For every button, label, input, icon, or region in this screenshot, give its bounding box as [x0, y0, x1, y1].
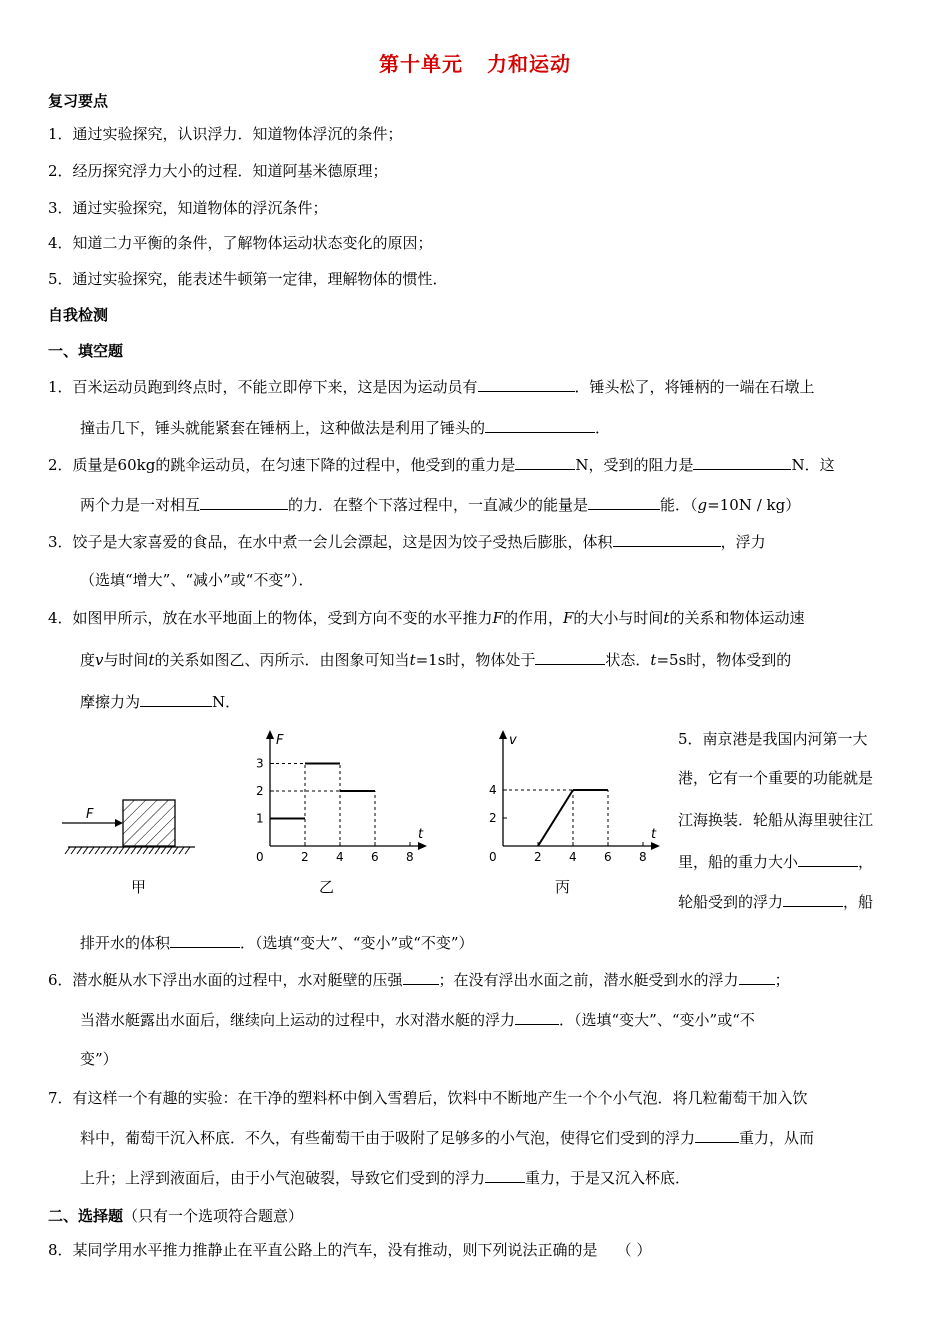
- x-tick-label: 0: [256, 850, 264, 863]
- ground-tick: [119, 847, 124, 854]
- ground-tick: [89, 847, 94, 854]
- q5-line3: 江海换装．轮船从海里驶往江: [678, 811, 874, 829]
- q3-line1: 3．饺子是大家喜爱的食品，在水中煮一会儿会漂起，这是因为饺子受热后膨胀，体积 ，浮力: [48, 533, 766, 551]
- x-tick-label: 8: [406, 850, 414, 863]
- review-item: 4．知道二力平衡的条件，了解物体运动状态变化的原因；: [48, 234, 433, 252]
- q5-line1: 5．南京港是我国内河第一大: [678, 730, 868, 748]
- ground-tick: [83, 847, 88, 854]
- answer-blank[interactable]: [695, 1127, 739, 1143]
- force-arrowhead: [115, 819, 123, 827]
- q7-line3: 上升；上浮到液面后，由于小气泡破裂，导致它们受到的浮力 重力，于是又沉入杯底．: [80, 1169, 691, 1187]
- y-tick-label: 3: [256, 756, 264, 771]
- q6-line3: 变”）: [80, 1050, 118, 1068]
- review-heading: 复习要点: [48, 92, 109, 110]
- ground-tick: [167, 847, 172, 854]
- section1-heading: 一、填空题: [48, 342, 124, 360]
- answer-paren[interactable]: （ ）: [616, 1241, 652, 1259]
- answer-blank[interactable]: [403, 969, 439, 985]
- x-tick-label: 6: [371, 850, 379, 863]
- answer-blank[interactable]: [140, 691, 212, 707]
- ground-tick: [65, 847, 70, 854]
- chart-yi: [245, 728, 445, 863]
- ground-tick: [125, 847, 130, 854]
- q4-line1: 4．如图甲所示，放在水平地面上的物体，受到方向不变的水平推力F的作用，F的大小与时间t的关系和物体运动速: [48, 609, 805, 627]
- ground-tick: [143, 847, 148, 854]
- x-axis-label: t: [418, 827, 424, 842]
- section2-heading: 二、选择题（只有一个选项符合题意）: [48, 1207, 304, 1225]
- q5-line5: 轮船受到的浮力 ，船: [678, 893, 874, 911]
- x-tick-label: 2: [534, 850, 542, 863]
- answer-blank[interactable]: [739, 969, 775, 985]
- answer-blank[interactable]: [515, 1009, 559, 1025]
- answer-blank[interactable]: [798, 851, 858, 867]
- ground-tick: [185, 847, 190, 854]
- page-title: 第十单元 力和运动: [379, 52, 571, 76]
- force-label: F: [86, 807, 94, 822]
- ground-tick: [71, 847, 76, 854]
- review-item: 2．经历探究浮力大小的过程．知道阿基米德原理；: [48, 162, 388, 180]
- answer-blank[interactable]: [783, 891, 843, 907]
- x-tick-label: 2: [301, 850, 309, 863]
- answer-blank[interactable]: [693, 454, 791, 470]
- x-axis-arrow: [418, 842, 427, 850]
- ground-tick: [137, 847, 142, 854]
- ground-tick: [95, 847, 100, 854]
- review-item: 1．通过实验探究，认识浮力．知道物体浮沉的条件；: [48, 125, 403, 143]
- x-tick-label: 8: [639, 850, 647, 863]
- answer-blank[interactable]: [515, 454, 575, 470]
- answer-blank[interactable]: [478, 376, 575, 392]
- ground-tick: [131, 847, 136, 854]
- ground-tick: [107, 847, 112, 854]
- y-axis-label: v: [509, 733, 517, 748]
- q6-line2: 当潜水艇露出水面后，继续向上运动的过程中，水对潜水艇的浮力 ．（选填“变大”、“变小”或“不: [80, 1011, 755, 1029]
- q5-line6: 排开水的体积 ．（选填“变大”、“变小”或“不变”）: [80, 934, 474, 952]
- q7-line2: 料中，葡萄干沉入杯底．不久，有些葡萄干由于吸附了足够多的小气泡，使得它们受到的浮力 重力，从而: [80, 1129, 815, 1147]
- caption-bing: 丙: [555, 878, 571, 896]
- answer-blank[interactable]: [613, 531, 721, 547]
- answer-blank[interactable]: [200, 494, 288, 510]
- ground-tick: [155, 847, 160, 854]
- answer-blank[interactable]: [535, 649, 605, 665]
- caption-yi: 乙: [319, 878, 335, 896]
- x-axis-label: t: [651, 827, 657, 842]
- ground-tick: [113, 847, 118, 854]
- review-item: 5．通过实验探究，能表述牛顿第一定律，理解物体的惯性．: [48, 270, 448, 288]
- q2-line2: 两个力是一对相互 的力．在整个下落过程中，一直减少的能量是 能．（g=10N / kg）: [80, 496, 801, 514]
- x-tick-label: 0: [489, 850, 497, 863]
- x-tick-label: 4: [336, 850, 344, 863]
- answer-blank[interactable]: [588, 494, 660, 510]
- y-tick-label: 2: [489, 811, 497, 825]
- ground-hatch: [65, 847, 190, 854]
- answer-blank[interactable]: [170, 932, 240, 948]
- q4-line3: 摩擦力为 N．: [80, 693, 241, 711]
- q2-line1: 2．质量是60kg的跳伞运动员，在匀速下降的过程中，他受到的重力是 N，受到的阻力是 N．这: [48, 456, 835, 474]
- q4-line2: 度v与时间t的关系如图乙、丙所示．由图象可知当t=1s时，物体处于 状态．t=5s时，物体受到的: [80, 651, 792, 669]
- y-tick-label: 1: [256, 811, 264, 826]
- q3-line2: （选填“增大”、“减小”或“不变”）．: [80, 571, 314, 589]
- q5-line4: 里，船的重力大小 ，: [678, 853, 874, 871]
- q1-line1: 1．百米运动员跑到终点时，不能立即停下来，这是因为运动员有 ．锤头松了，将锤柄的一端在石墩上: [48, 378, 815, 396]
- ground-tick: [77, 847, 82, 854]
- y-axis-label: F: [276, 733, 284, 748]
- x-tick-label: 6: [604, 850, 612, 863]
- caption-jia: 甲: [131, 878, 147, 896]
- y-tick-label: 4: [489, 783, 497, 797]
- q7-line1: 7．有这样一个有趣的实验：在干净的塑料杯中倒入雪碧后，饮料中不断地产生一个个小气泡．将几粒葡萄干加入饮: [48, 1089, 808, 1107]
- ground-tick: [161, 847, 166, 854]
- q5-line2: 港，它有一个重要的功能就是: [678, 769, 874, 787]
- answer-blank[interactable]: [485, 1167, 525, 1183]
- y-axis-arrow: [499, 730, 507, 739]
- ground-tick: [179, 847, 184, 854]
- ground-tick: [149, 847, 154, 854]
- x-tick-label: 4: [569, 850, 577, 863]
- q1-line2: 撞击几下，锤头就能紧套在锤柄上，这种做法是利用了锤头的 ．: [80, 419, 611, 437]
- figure-jia: [60, 795, 200, 860]
- q6-line1: 6．潜水艇从水下浮出水面的过程中，水对艇壁的压强 ；在没有浮出水面之前，潜水艇受到水的浮力 ；: [48, 971, 790, 989]
- y-axis-arrow: [266, 730, 274, 739]
- chart-bing: [478, 728, 678, 863]
- answer-blank[interactable]: [485, 417, 595, 433]
- ground-tick: [101, 847, 106, 854]
- x-axis-arrow: [651, 842, 660, 850]
- y-tick-label: 2: [256, 784, 264, 798]
- review-item: 3．通过实验探究，知道物体的浮沉条件；: [48, 199, 328, 217]
- block: [123, 800, 175, 846]
- ground-tick: [173, 847, 178, 854]
- selftest-heading: 自我检测: [48, 306, 109, 324]
- q8-line: 8．某同学用水平推力推静止在平直公路上的汽车，没有推动，则下列说法正确的是 （ ）: [48, 1241, 652, 1259]
- data-segment: [538, 790, 573, 846]
